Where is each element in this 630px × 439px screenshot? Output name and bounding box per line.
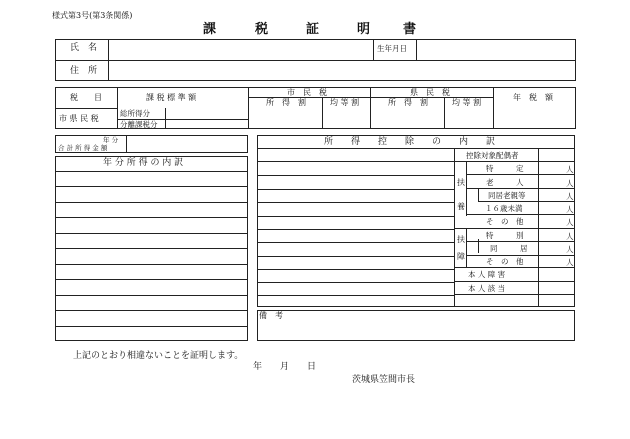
address-field[interactable] — [110, 62, 574, 79]
city-equal-portion: 均 等 割 — [330, 98, 360, 107]
dep-specific-label: 特 定 — [486, 164, 524, 173]
title-char: 書 — [403, 22, 417, 37]
dependent-char-2: 養 — [457, 202, 465, 211]
dependent-char-1: 扶 — [457, 178, 465, 187]
pref-tax-label: 県 民 税 — [410, 88, 450, 97]
deduction-header: 所 得 控 除 の 内 訳 — [324, 137, 496, 147]
dep-under16-label: １６歳未満 — [485, 204, 523, 213]
self-disabled-label: 本 人 障 害 — [468, 270, 506, 279]
unit-label: 人 — [566, 245, 574, 254]
address-label: 住 所 — [70, 66, 98, 76]
year-label: 年 分 — [103, 136, 119, 144]
name-label: 氏 名 — [70, 43, 98, 53]
unit-label: 人 — [566, 179, 574, 188]
dis-cohabit-label: 同 居 — [490, 244, 528, 253]
unit-label: 人 — [566, 218, 574, 227]
unit-label: 人 — [566, 205, 574, 214]
dis-special-label: 特 別 — [486, 231, 524, 240]
self-applicable-label: 本 人 該 当 — [468, 284, 506, 293]
unit-label: 人 — [566, 165, 574, 174]
total-income-field[interactable] — [128, 137, 246, 151]
title-char: 課 — [203, 22, 217, 37]
tax-standard-label: 課 税 標 準 額 — [146, 93, 197, 102]
date-label: 年 月 日 — [253, 362, 317, 372]
total-income-label: 合 計 所 得 金 額 — [58, 144, 108, 152]
tax-row-label: 市 県 民 税 — [59, 114, 99, 123]
remarks-label: 備 考 — [259, 311, 283, 320]
unit-label: 人 — [566, 232, 574, 241]
pref-equal-portion: 均 等 割 — [452, 98, 482, 107]
form-number: 様式第3号(第3条関係) — [52, 11, 133, 20]
dis-other-label: そ の 他 — [486, 257, 524, 266]
sub-general-label: 総所得分 — [120, 109, 150, 118]
title-char: 税 — [255, 22, 269, 37]
dep-cohabit-parent-label: 同居老親等 — [488, 191, 526, 200]
name-field[interactable] — [110, 41, 371, 58]
unit-label: 人 — [566, 258, 574, 267]
title-char: 証 — [306, 22, 320, 37]
unit-label: 人 — [566, 192, 574, 201]
remarks-box[interactable] — [257, 310, 575, 341]
issuer-label: 茨城県笠間市長 — [352, 375, 416, 385]
city-income-portion: 所 得 割 — [266, 98, 306, 107]
income-breakdown-header: 年 分 所 得 の 内 訳 — [103, 158, 184, 168]
disabled-char-2: 障 — [457, 252, 465, 261]
pref-income-portion: 所 得 割 — [388, 98, 428, 107]
spouse-label: 控除対象配偶者 — [466, 151, 519, 160]
birth-label: 生年月日 — [377, 44, 407, 53]
title-char: 明 — [357, 22, 371, 37]
disabled-char-1: 扶 — [457, 235, 465, 244]
certification-text: 上記のとおり相違ないことを証明します。 — [73, 351, 244, 361]
annual-tax-label: 年 税 額 — [513, 93, 553, 102]
city-tax-label: 市 民 税 — [287, 88, 327, 97]
dep-other-label: そ の 他 — [486, 217, 524, 226]
dep-elderly-label: 老 人 — [486, 178, 524, 187]
tax-item-label: 税 目 — [70, 93, 102, 102]
sub-separate-label: 分離課税分 — [120, 120, 158, 129]
birth-date-field[interactable] — [418, 41, 574, 58]
